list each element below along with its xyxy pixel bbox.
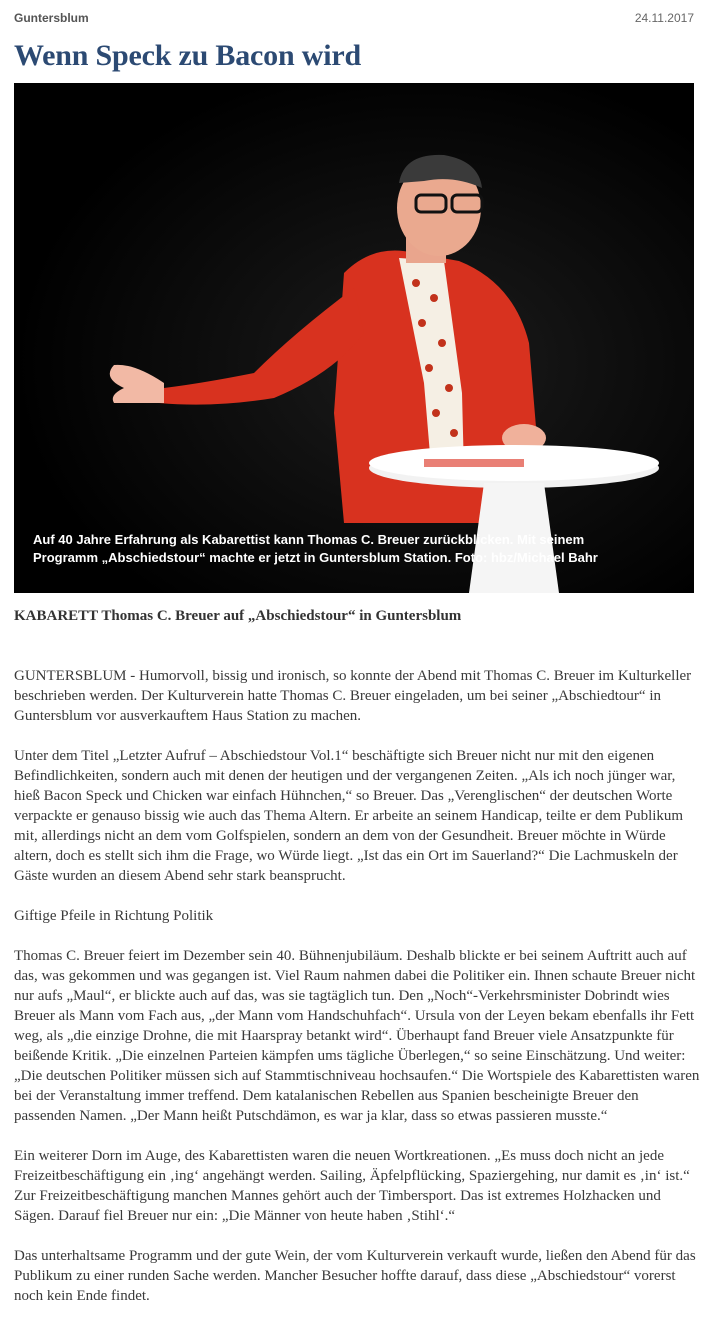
- photo-caption: Auf 40 Jahre Erfahrung als Kabarettist kann Thomas C. Breuer zurückblicken. Mit seinem Programm „Abschiedstour“ machte er jetzt in Guntersblum Station. Foto: hbz/Michael Bahr: [33, 532, 598, 565]
- article-paragraph: GUNTERSBLUM - Humorvoll, bissig und ironisch, so konnte der Abend mit Thomas C. Breuer im Kulturkeller beschrieben werden. Der Kulturverein hatte Thomas C. Breuer eingeladen, um bei seiner „Abschiedtour“ in Guntersblum vor ausverkauftem Haus Station zu machen.: [14, 668, 692, 724]
- article-paragraph: Unter dem Titel „Letzter Aufruf – Abschiedstour Vol.1“ beschäftigte sich Breuer nicht nur mit den eigenen Befindlichkeiten, sondern auch mit denen der heutigen und der vergangenen Zeiten. „Als ich noch jünger war, hieß Bacon Speck und Chicken war einfach Hühnchen,“ so Breuer. Das „Verenglischen“ der deutschen Worte verpackte er genauso bissig wie auch das Thema Altern. Er arbeite an seinem Handicap, teilte er dem Publikum mit, allerdings nicht an dem vom Golfspielen, sondern an dem von der Gesundheit. Breuer möchte in Würde altern, doch es stellt sich ihm die Frage, wo Würde liegt. „Ist das ein Ort im Sauerland?“ Die Lachmuskeln der Gäste wurden an diesem Abend sehr stark beansprucht.: [14, 748, 684, 884]
- article-photo[interactable]: [14, 83, 694, 593]
- article-meta: [14, 11, 694, 27]
- article-paragraph: Das unterhaltsame Programm und der gute Wein, der vom Kulturverein verkauft wurde, ließen den Abend für das Publikum zu einer runden Sache werden. Mancher Besucher hoffte darauf, dass diese „Abschiedstour“ vorerst noch kein Ende findet.: [14, 1248, 696, 1304]
- article-body: [14, 606, 704, 1306]
- article-paragraph: Thomas C. Breuer feiert im Dezember sein 40. Bühnenjubiläum. Deshalb blickte er bei seinem Auftritt auch auf das, was gekommen und was gegangen ist. Viel Raum nahmen dabei die Politiker ein. Ihnen schaute Breuer nicht nur aufs „Maul“, er blickte auch auf das, was sie tagtäglich tun. Den „Noch“-Verkehrsminister Dobrindt wies Breuer als Mann vom Fach aus, „der Mann vom Handschuhfach“. Ursula von der Leyen bekam ebenfalls ihr Fett weg, als „die einzige Drohne, die mit Haarspray betankt wird“. Überhaupt fand Breuer viele Ansatzpunkte für beißende Kritik. „Die einzelnen Parteien kämpfen ums tägliche Überlegen,“ so seine Einschätzung. Und weiter: „Die deutschen Politiker müssen sich auf Stammtischniveau hochsaufen.“ Die Wortspiele des Kabarettisten waren bei der Veranstaltung immer treffend. Dem katalanischen Rebellen aus Spanien bescheinigte Breuer den passenden Namen. „Der Mann heißt Putschdämon, es war ja klar, dass so etwas passieren musste.“: [14, 948, 700, 1124]
- article-title: Wenn Speck zu Bacon wird: [14, 39, 361, 72]
- publish-date: 24.11.2017: [634, 11, 694, 25]
- location-label[interactable]: Guntersblum: [14, 11, 89, 25]
- article-subheading: Giftige Pfeile in Richtung Politik: [14, 908, 214, 924]
- article-paragraph: Ein weiterer Dorn im Auge, des Kabarettisten waren die neuen Wortkreationen. „Es muss doch nicht an jede Freizeitbeschäftigung ein ‚ing‘ angehängt werden. Sailing, Äpfelpflücking, Spaziergehing, nur damit es ‚in‘ ist.“ Zur Freizeitbeschäftigung manchen Mannes gehört auch der Timbersport. Das ist extremes Holzhacken und Sägen. Darauf fiel Breuer nur ein: „Die Männer von heute haben ‚Stihl‘.“: [14, 1148, 690, 1224]
- article-kicker: KABARETT Thomas C. Breuer auf „Abschiedstour“ in Guntersblum: [14, 608, 462, 624]
- performer-photo-image: [14, 83, 694, 593]
